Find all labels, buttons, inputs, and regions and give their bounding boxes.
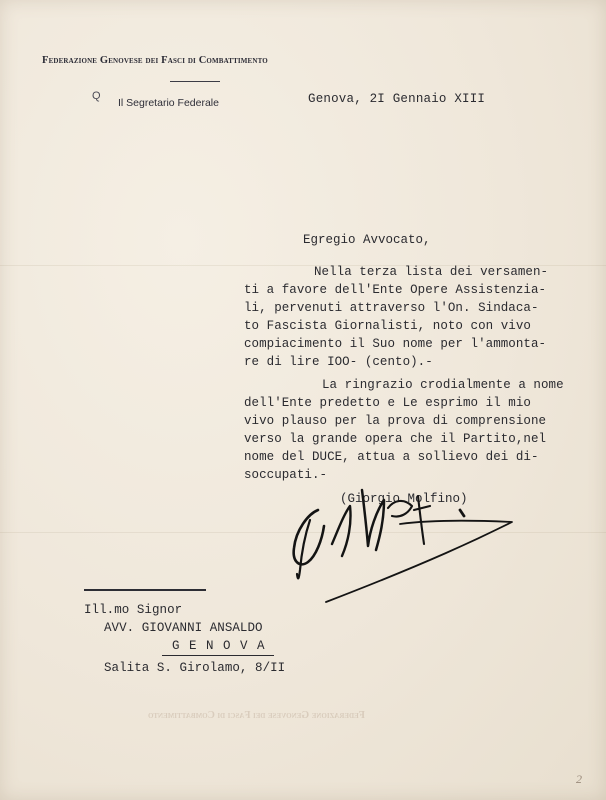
address-line: Ill.mo Signor (84, 603, 183, 617)
body-line: soccupati.- (244, 468, 328, 482)
pencil-page-number: 2 (576, 772, 582, 786)
letter-salutation: Egregio Avvocato, (303, 233, 431, 247)
body-line: Nella terza lista dei versamen- (314, 265, 549, 279)
body-line: to Fascista Giornalisti, noto con vivo (244, 319, 531, 333)
body-line: compiacimento il Suo nome per l'ammonta- (244, 337, 547, 351)
body-line: vivo plauso per la prova di comprensione (244, 414, 547, 428)
letter-date: Genova, 2I Gennaio XIII (308, 92, 486, 106)
address-line: Salita S. Girolamo, 8/II (104, 661, 286, 675)
body-line: li, pervenuti attraverso l'On. Sindaca- (244, 301, 539, 315)
letterhead-mark: Q (92, 90, 101, 102)
body-line: re di lire IOO- (cento).- (244, 355, 433, 369)
address-line: G E N O V A (172, 639, 266, 653)
body-line: La ringrazio crodialmente a nome (322, 378, 564, 392)
letterhead-organization (42, 55, 362, 66)
body-line: nome del DUCE, attua a sollievo dei di- (244, 450, 539, 464)
body-line: dell'Ente predetto e Le esprimo il mio (244, 396, 531, 410)
body-line: ti a favore dell'Ente Opere Assistenzia- (244, 283, 547, 297)
letterhead-text: Federazione Genovese dei Fasci di Combattimento (42, 55, 268, 66)
letterhead-rule (170, 81, 220, 82)
address-line: AVV. GIOVANNI ANSALDO (104, 621, 263, 635)
handwritten-signature (280, 470, 520, 610)
letterhead-office: Il Segretario Federale (118, 97, 219, 109)
body-line: verso la grande opera che il Partito,nel (244, 432, 547, 446)
signatory-name: (Giorgio Molfino) (340, 492, 468, 506)
letterhead-bleed-through: Federazione Genovese dei Fasci di Combattimento (148, 710, 365, 721)
address-separator-rule (84, 589, 206, 591)
city-underline (162, 655, 274, 656)
